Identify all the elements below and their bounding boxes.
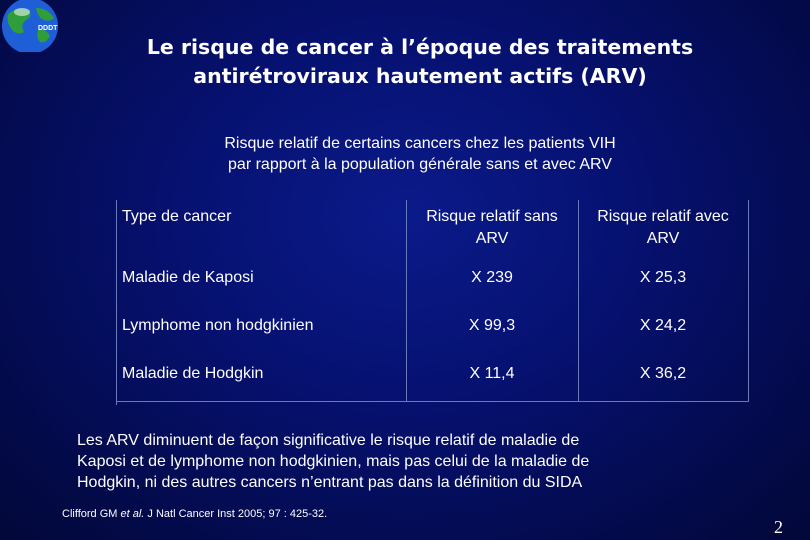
slide-subtitle <box>150 133 690 175</box>
cell-risk-without-arv: X 99,3 <box>406 311 578 359</box>
citation-etal: et al. <box>120 508 145 520</box>
cell-risk-without-arv: X 11,4 <box>406 359 578 401</box>
svg-text:DDDT: DDDT <box>38 25 58 32</box>
title-line-1: Le risque de cancer à l’époque des traitements <box>146 35 694 59</box>
page-number: 2 <box>774 517 783 537</box>
cell-risk-with-arv: X 24,2 <box>578 311 748 359</box>
table-header-row <box>116 200 748 263</box>
globe-logo-icon <box>0 0 62 52</box>
cell-cancer-type: Lymphome non hodgkinien <box>122 317 314 334</box>
citation-reference <box>62 508 327 520</box>
cell-risk-with-arv: X 25,3 <box>578 263 748 311</box>
cancer-risk-table <box>116 200 749 402</box>
subtitle-line-2: par rapport à la population générale sans et avec ARV <box>228 156 612 173</box>
note-line-2: Kaposi et de lymphome non hodgkinien, mais pas celui de la maladie de <box>77 453 590 470</box>
slide-title <box>100 33 740 91</box>
table-row <box>116 359 748 401</box>
table-row <box>116 263 748 311</box>
cell-risk-with-arv: X 36,2 <box>578 359 748 401</box>
citation-journal: J Natl Cancer Inst 2005; 97 : 425-32. <box>144 508 328 520</box>
cell-cancer-type: Maladie de Kaposi <box>122 269 254 286</box>
cell-cancer-type: Maladie de Hodgkin <box>116 359 406 401</box>
header-cancer-type: Type de cancer <box>122 208 232 225</box>
citation-authors: Clifford GM <box>62 508 121 520</box>
note-line-3: Hodgkin, ni des autres cancers n’entrant pas dans la définition du SIDA <box>77 474 583 491</box>
note-line-1: Les ARV diminuent de façon significative le risque relatif de maladie de <box>77 432 580 449</box>
cell-risk-without-arv: X 239 <box>406 263 578 311</box>
title-line-2: antirétroviraux hautement actifs (ARV) <box>193 64 647 88</box>
header-risk-with-arv: Risque relatif avec ARV <box>578 200 748 263</box>
conclusion-note <box>77 430 677 493</box>
table-row <box>116 311 748 359</box>
subtitle-line-1: Risque relatif de certains cancers chez les patients VIH <box>224 135 616 152</box>
header-risk-without-arv: Risque relatif sans ARV <box>406 200 578 263</box>
